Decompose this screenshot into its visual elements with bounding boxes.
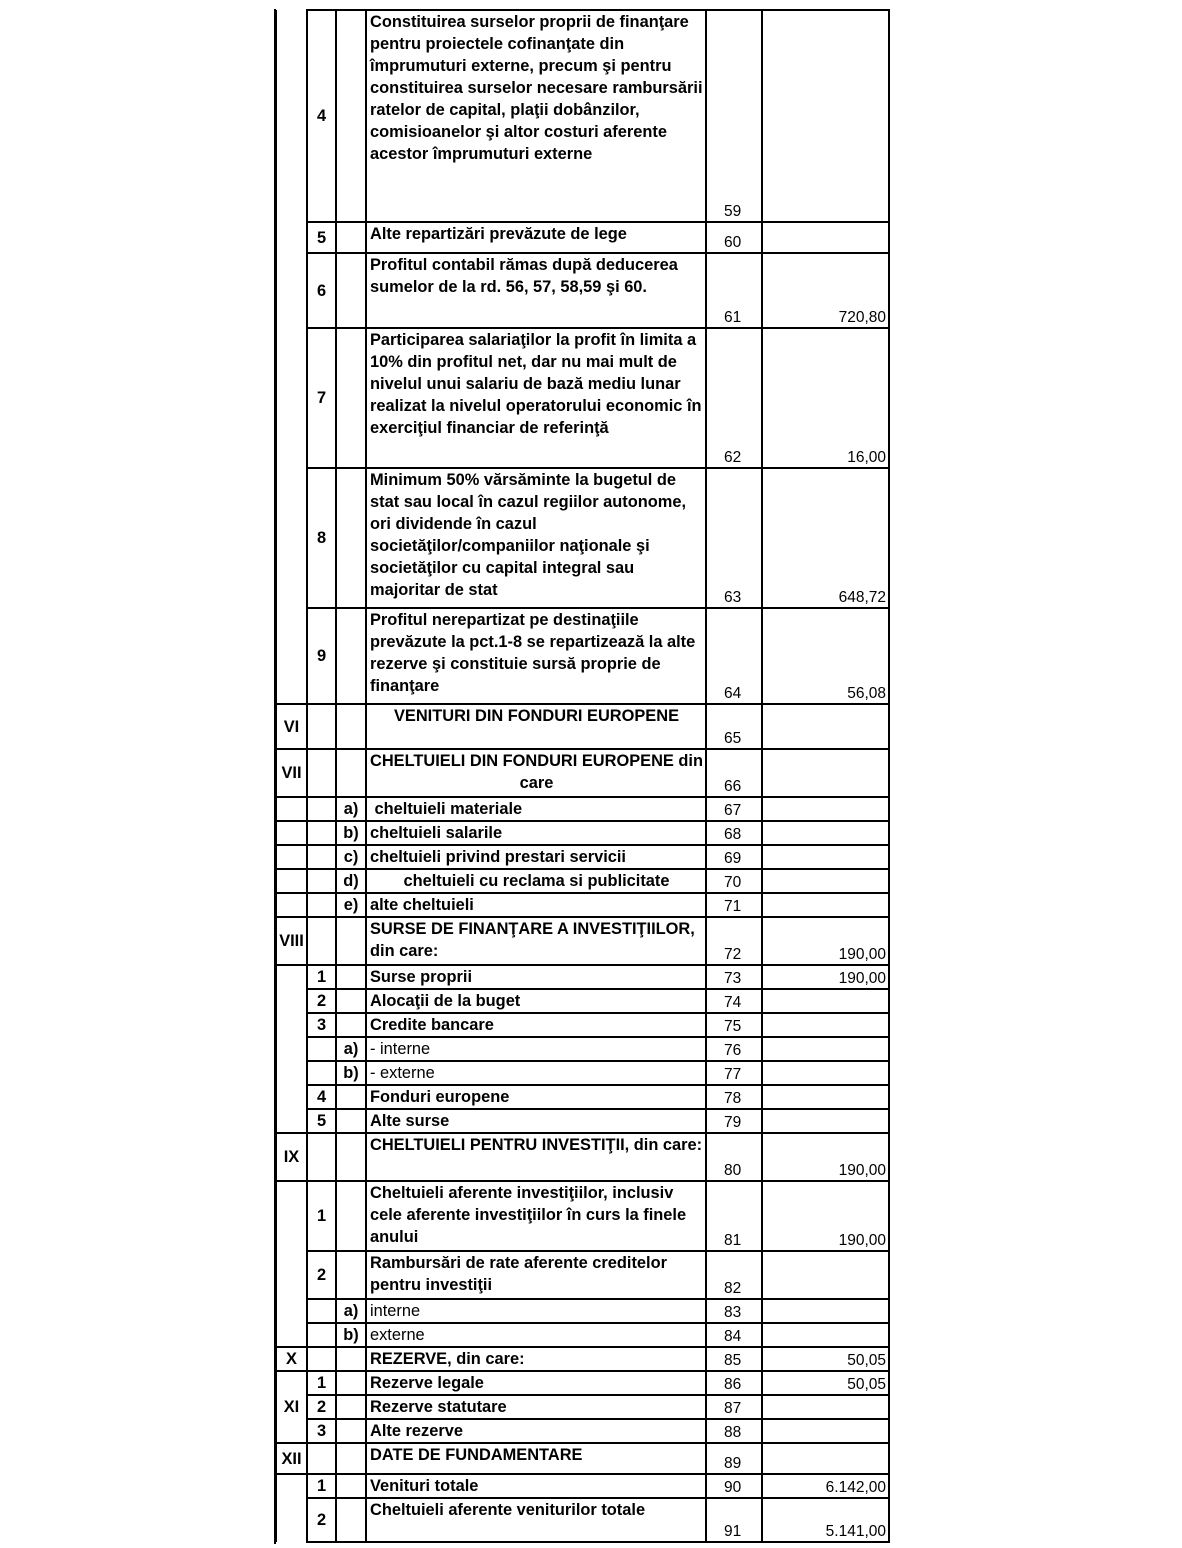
row-code: 90 [706, 1474, 762, 1498]
item-number [307, 869, 336, 893]
item-number [307, 704, 336, 749]
sub-item [336, 1251, 366, 1299]
row-code: 61 [706, 253, 762, 328]
section-number: VI [276, 704, 307, 749]
table-row [276, 1085, 889, 1109]
row-code: 89 [706, 1443, 762, 1474]
item-description: SURSE DE FINANŢARE A INVESTIŢIILOR, din care: [366, 917, 706, 965]
row-value [762, 1085, 889, 1109]
table-row [276, 1181, 889, 1251]
sub-item [336, 608, 366, 704]
row-value [762, 222, 889, 253]
item-number [307, 893, 336, 917]
item-description: Cheltuieli aferente veniturilor totale [366, 1498, 706, 1542]
sub-item [336, 10, 366, 222]
row-code: 66 [706, 749, 762, 797]
row-code: 70 [706, 869, 762, 893]
row-code: 62 [706, 328, 762, 468]
sub-item [336, 1395, 366, 1419]
item-number [307, 1347, 336, 1371]
table-row [276, 1443, 889, 1474]
section-number: VII [276, 749, 307, 797]
row-value [762, 1061, 889, 1085]
item-description: externe [366, 1323, 706, 1347]
table-row [276, 1013, 889, 1037]
item-number: 5 [307, 222, 336, 253]
row-code: 88 [706, 1419, 762, 1443]
item-description: interne [366, 1299, 706, 1323]
item-number [307, 797, 336, 821]
table-row [276, 1347, 889, 1371]
row-value [762, 1323, 889, 1347]
row-code: 72 [706, 917, 762, 965]
sub-item [336, 1109, 366, 1133]
sub-item [336, 1347, 366, 1371]
table-row [276, 1323, 889, 1347]
row-code: 91 [706, 1498, 762, 1542]
section-number: X [276, 1347, 307, 1371]
row-value [762, 1395, 889, 1419]
row-code: 87 [706, 1395, 762, 1419]
item-number: 1 [307, 1181, 336, 1251]
row-value: 190,00 [762, 1133, 889, 1181]
item-description: Minimum 50% vărsăminte la bugetul de stat sau local în cazul regiilor autonome, ori dividende în cazul societăţilor/companiilor naţionale şi societăţilor cu capital integral sau majoritar de stat [366, 468, 706, 608]
section-number: IX [276, 1133, 307, 1181]
sub-item: a) [336, 1037, 366, 1061]
item-number: 2 [307, 1251, 336, 1299]
item-description: cheltuieli cu reclama si publicitate [366, 869, 706, 893]
item-description: - interne [366, 1037, 706, 1061]
item-description: cheltuieli salarile [366, 821, 706, 845]
sub-item [336, 1498, 366, 1542]
sub-item [336, 1013, 366, 1037]
row-code: 81 [706, 1181, 762, 1251]
budget-table [275, 9, 890, 1543]
sub-item: a) [336, 1299, 366, 1323]
section-number [276, 797, 307, 821]
sub-item [336, 1474, 366, 1498]
row-code: 65 [706, 704, 762, 749]
sub-item [336, 917, 366, 965]
sub-item [336, 749, 366, 797]
table-row [276, 1498, 889, 1542]
table-row [276, 893, 889, 917]
sub-item [336, 965, 366, 989]
sub-item [336, 1371, 366, 1395]
item-description: Fonduri europene [366, 1085, 706, 1109]
table-row [276, 869, 889, 893]
row-value [762, 1443, 889, 1474]
item-description: DATE DE FUNDAMENTARE [366, 1443, 706, 1474]
table-row [276, 1037, 889, 1061]
sub-item: d) [336, 869, 366, 893]
row-value [762, 1299, 889, 1323]
table-row [276, 1299, 889, 1323]
table-row [276, 917, 889, 965]
row-value: 50,05 [762, 1347, 889, 1371]
item-number [307, 1299, 336, 1323]
row-value [762, 1419, 889, 1443]
row-value: 6.142,00 [762, 1474, 889, 1498]
item-number [307, 1133, 336, 1181]
item-number: 5 [307, 1109, 336, 1133]
item-description: Profitul contabil rămas după deducerea sumelor de la rd. 56, 57, 58,59 şi 60. [366, 253, 706, 328]
section-number [276, 869, 307, 893]
row-value: 16,00 [762, 328, 889, 468]
row-code: 73 [706, 965, 762, 989]
row-code: 84 [706, 1323, 762, 1347]
sub-item: b) [336, 821, 366, 845]
table-row [276, 1395, 889, 1419]
item-description: Alte rezerve [366, 1419, 706, 1443]
item-number [307, 1443, 336, 1474]
item-number [307, 1037, 336, 1061]
row-value: 720,80 [762, 253, 889, 328]
row-code: 85 [706, 1347, 762, 1371]
section-cell [276, 1474, 307, 1542]
row-value [762, 989, 889, 1013]
item-number [307, 845, 336, 869]
table-row [276, 328, 889, 468]
table-row [276, 1474, 889, 1498]
row-code: 67 [706, 797, 762, 821]
row-code: 80 [706, 1133, 762, 1181]
row-code: 64 [706, 608, 762, 704]
item-description: Alte repartizări prevăzute de lege [366, 222, 706, 253]
section-number: VIII [276, 917, 307, 965]
sub-item [336, 704, 366, 749]
item-description: Profitul nerepartizat pe destinaţiile prevăzute la pct.1-8 se repartizează la alte rezerve şi constituie sursă proprie de finanţare [366, 608, 706, 704]
row-code: 60 [706, 222, 762, 253]
row-value: 50,05 [762, 1371, 889, 1395]
row-value [762, 797, 889, 821]
sub-item [336, 328, 366, 468]
sub-item: b) [336, 1323, 366, 1347]
item-number [307, 749, 336, 797]
sub-item [336, 1181, 366, 1251]
row-code: 79 [706, 1109, 762, 1133]
item-number: 1 [307, 965, 336, 989]
table-row [276, 1419, 889, 1443]
row-code: 59 [706, 10, 762, 222]
item-description: alte cheltuieli [366, 893, 706, 917]
section-number: XI [276, 1371, 307, 1443]
row-code: 82 [706, 1251, 762, 1299]
item-description: Participarea salariaţilor la profit în limita a 10% din profitul net, dar nu mai mult de nivelul unui salariu de bază mediu lunar realizat la nivelul operatorului economic în exerciţiul financiar de referinţă [366, 328, 706, 468]
table-row [276, 1371, 889, 1395]
item-number: 2 [307, 1395, 336, 1419]
row-code: 83 [706, 1299, 762, 1323]
item-number [307, 1061, 336, 1085]
row-value: 190,00 [762, 1181, 889, 1251]
item-description: Credite bancare [366, 1013, 706, 1037]
item-description: VENITURI DIN FONDURI EUROPENE [366, 704, 706, 749]
table-left-rule [274, 9, 276, 1544]
row-value: 190,00 [762, 917, 889, 965]
table-row [276, 749, 889, 797]
item-description: cheltuieli materiale [366, 797, 706, 821]
row-value [762, 1109, 889, 1133]
row-value [762, 749, 889, 797]
row-code: 77 [706, 1061, 762, 1085]
item-description: Rezerve legale [366, 1371, 706, 1395]
section-number [276, 821, 307, 845]
item-description: Rambursări de rate aferente creditelor pentru investiţii [366, 1251, 706, 1299]
section-cell [276, 10, 307, 704]
table-row [276, 10, 889, 222]
table-row [276, 1251, 889, 1299]
item-number: 4 [307, 1085, 336, 1109]
item-number: 1 [307, 1371, 336, 1395]
sub-item [336, 1419, 366, 1443]
item-description: Constituirea surselor proprii de finanţare pentru proiectele cofinanţate din împrumuturi externe, precum şi pentru constituirea surselor necesare rambursării ratelor de capital, plaţii dobânzilor, comisioanelor şi altor costuri aferente acestor împrumuturi externe [366, 10, 706, 222]
sub-item [336, 1085, 366, 1109]
section-number [276, 893, 307, 917]
row-code: 68 [706, 821, 762, 845]
item-description: CHELTUIELI DIN FONDURI EUROPENE din care [366, 749, 706, 797]
table-row [276, 468, 889, 608]
table-row [276, 222, 889, 253]
item-description: Surse proprii [366, 965, 706, 989]
sub-item: e) [336, 893, 366, 917]
row-value [762, 821, 889, 845]
sub-item: c) [336, 845, 366, 869]
item-description: REZERVE, din care: [366, 1347, 706, 1371]
item-number [307, 917, 336, 965]
row-value: 648,72 [762, 468, 889, 608]
table-row [276, 1061, 889, 1085]
item-number: 1 [307, 1474, 336, 1498]
item-number: 4 [307, 10, 336, 222]
item-number [307, 821, 336, 845]
sub-item [336, 222, 366, 253]
section-number [276, 845, 307, 869]
sub-item: a) [336, 797, 366, 821]
row-value [762, 704, 889, 749]
item-number: 3 [307, 1013, 336, 1037]
row-code: 69 [706, 845, 762, 869]
row-code: 76 [706, 1037, 762, 1061]
row-code: 75 [706, 1013, 762, 1037]
row-code: 63 [706, 468, 762, 608]
row-value: 190,00 [762, 965, 889, 989]
sub-item [336, 468, 366, 608]
sub-item [336, 1443, 366, 1474]
row-value [762, 1013, 889, 1037]
table-row [276, 704, 889, 749]
row-value [762, 10, 889, 222]
item-number: 6 [307, 253, 336, 328]
item-description: - externe [366, 1061, 706, 1085]
table-row [276, 1109, 889, 1133]
row-code: 71 [706, 893, 762, 917]
item-number [307, 1323, 336, 1347]
table-row [276, 845, 889, 869]
table-row [276, 253, 889, 328]
row-code: 86 [706, 1371, 762, 1395]
row-value [762, 845, 889, 869]
section-number: XII [276, 1443, 307, 1474]
item-number: 8 [307, 468, 336, 608]
row-code: 78 [706, 1085, 762, 1109]
item-number: 3 [307, 1419, 336, 1443]
section-cell [276, 965, 307, 1133]
item-description: Cheltuieli aferente investiţiilor, inclusiv cele aferente investiţiilor în curs la finele anului [366, 1181, 706, 1251]
item-number: 2 [307, 1498, 336, 1542]
item-description: CHELTUIELI PENTRU INVESTIŢII, din care: [366, 1133, 706, 1181]
item-description: cheltuieli privind prestari servicii [366, 845, 706, 869]
item-number: 2 [307, 989, 336, 1013]
row-value [762, 1251, 889, 1299]
item-description: Rezerve statutare [366, 1395, 706, 1419]
sub-item: b) [336, 1061, 366, 1085]
row-value: 5.141,00 [762, 1498, 889, 1542]
item-number: 9 [307, 608, 336, 704]
item-number: 7 [307, 328, 336, 468]
table-row [276, 965, 889, 989]
row-value: 56,08 [762, 608, 889, 704]
row-value [762, 1037, 889, 1061]
table-row [276, 821, 889, 845]
row-value [762, 869, 889, 893]
sub-item [336, 253, 366, 328]
table-row [276, 1133, 889, 1181]
table-row [276, 797, 889, 821]
item-description: Alocaţii de la buget [366, 989, 706, 1013]
table-row [276, 608, 889, 704]
table-row [276, 989, 889, 1013]
sub-item [336, 989, 366, 1013]
item-description: Alte surse [366, 1109, 706, 1133]
row-value [762, 893, 889, 917]
section-cell [276, 1181, 307, 1347]
row-code: 74 [706, 989, 762, 1013]
item-description: Venituri totale [366, 1474, 706, 1498]
sub-item [336, 1133, 366, 1181]
